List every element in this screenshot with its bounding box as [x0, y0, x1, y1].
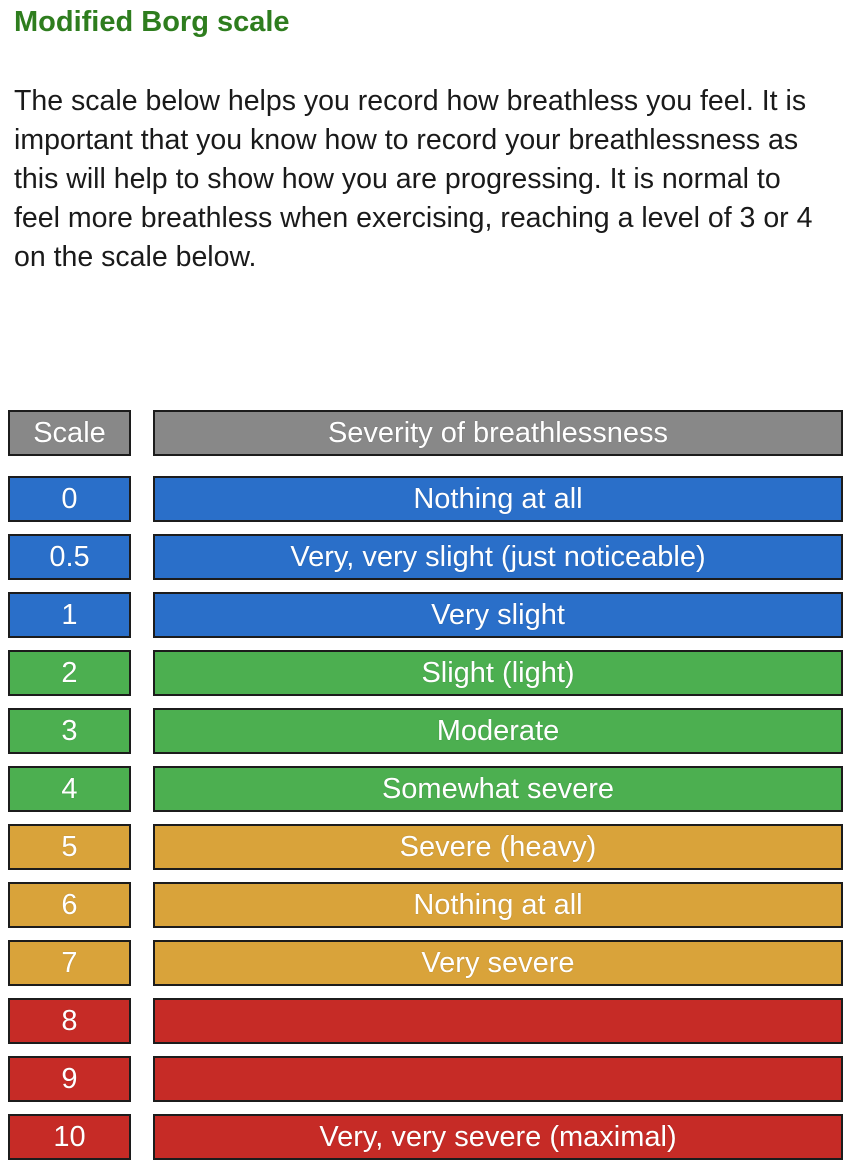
- severity-cell: Nothing at all: [153, 882, 843, 928]
- table-row: [8, 592, 843, 638]
- table-row: [8, 708, 843, 754]
- scale-value-cell: 0: [8, 476, 131, 522]
- table-row: [8, 766, 843, 812]
- scale-value-cell: 5: [8, 824, 131, 870]
- header-severity-cell: Severity of breathlessness: [153, 410, 843, 456]
- severity-cell: Moderate: [153, 708, 843, 754]
- scale-value-cell: 10: [8, 1114, 131, 1160]
- intro-paragraph: The scale below helps you record how breathless you feel. It is important that you know how to record your breathlessness as this will help to show how you are progressing. It is normal to feel more breathless when exercising, reaching a level of 3 or 4 on the scale below.: [14, 85, 813, 273]
- scale-value-cell: 7: [8, 940, 131, 986]
- severity-cell: Slight (light): [153, 650, 843, 696]
- header-scale-cell: Scale: [8, 410, 131, 456]
- severity-cell: Very, very severe (maximal): [153, 1114, 843, 1160]
- table-row: [8, 476, 843, 522]
- severity-cell: Very, very slight (just noticeable): [153, 534, 843, 580]
- table-row: [8, 1114, 843, 1160]
- severity-cell: [153, 1056, 843, 1102]
- table-row: [8, 940, 843, 986]
- severity-cell: Somewhat severe: [153, 766, 843, 812]
- table-row: [8, 824, 843, 870]
- scale-value-cell: 3: [8, 708, 131, 754]
- scale-value-cell: 4: [8, 766, 131, 812]
- scale-value-cell: 1: [8, 592, 131, 638]
- scale-value-cell: 0.5: [8, 534, 131, 580]
- scale-value-cell: 2: [8, 650, 131, 696]
- severity-cell: Severe (heavy): [153, 824, 843, 870]
- table-row: [8, 534, 843, 580]
- severity-cell: Very slight: [153, 592, 843, 638]
- severity-cell: [153, 998, 843, 1044]
- table-row: [8, 882, 843, 928]
- scale-value-cell: 9: [8, 1056, 131, 1102]
- table-header-row: [8, 410, 843, 456]
- severity-cell: Nothing at all: [153, 476, 843, 522]
- table-row: [8, 650, 843, 696]
- scale-value-cell: 8: [8, 998, 131, 1044]
- scale-value-cell: 6: [8, 882, 131, 928]
- table-row: [8, 998, 843, 1044]
- table-row: [8, 1056, 843, 1102]
- severity-cell: Very severe: [153, 940, 843, 986]
- page-title: Modified Borg scale: [14, 6, 290, 38]
